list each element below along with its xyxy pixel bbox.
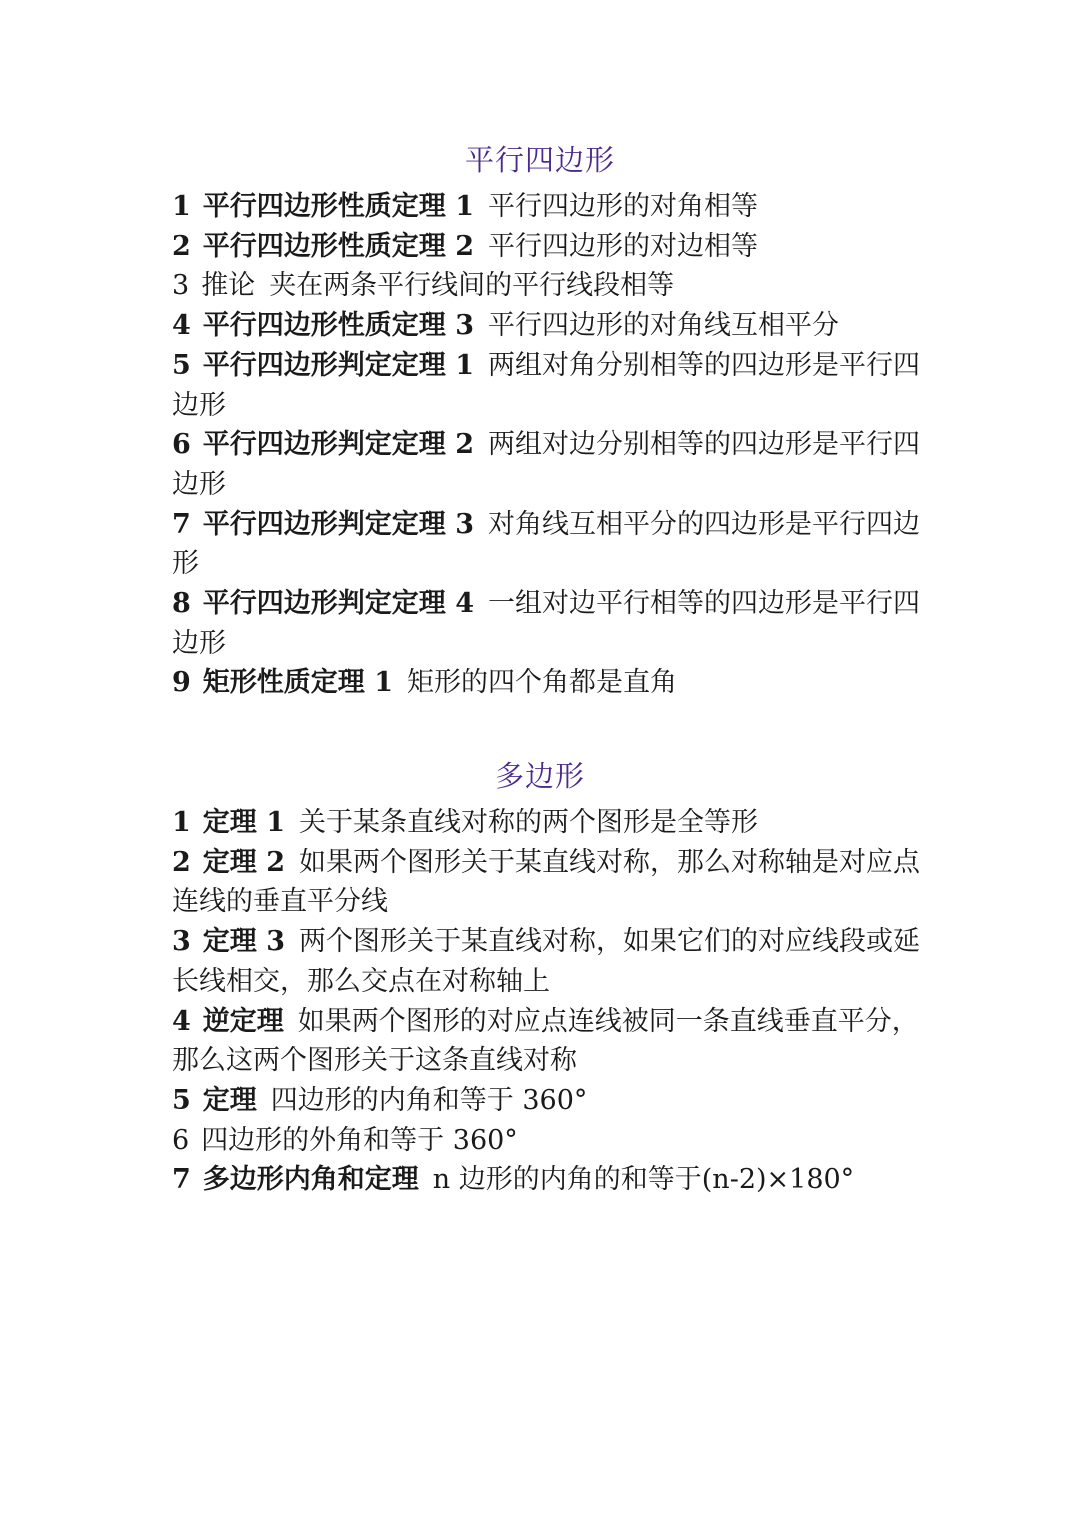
item-number: 6 [172, 429, 191, 461]
item-label: 平行四边形性质定理 3 [202, 310, 474, 342]
item-text: 夹在两条平行线间的平行线段相等 [269, 270, 675, 302]
item-text: 四边形的内角和等于 360° [270, 1084, 588, 1116]
item-label: 平行四边形性质定理 2 [202, 230, 474, 262]
item-label: 推论 [201, 270, 256, 302]
item-text: n 边形的内角的和等于(n-2)×180° [432, 1164, 855, 1196]
item-number: 2 [172, 230, 191, 262]
item-text: 四边形的外角和等于 360° [201, 1124, 518, 1156]
theorem-item [172, 346, 932, 425]
item-number: 1 [172, 191, 191, 222]
theorem-item [172, 922, 932, 1001]
theorem-item [172, 505, 932, 584]
section-title-parallelogram: 平行四边形 [464, 143, 615, 177]
section-title-polygon: 多边形 [494, 759, 585, 793]
item-number: 7 [172, 1164, 191, 1196]
theorem-item [172, 1081, 932, 1121]
theorem-item [172, 306, 932, 346]
item-number: 7 [172, 508, 191, 540]
item-text: 平行四边形的对角线互相平分 [487, 310, 839, 342]
item-text: 两组对边分别相等的四边形是平行四边形 [172, 429, 920, 500]
theorem-item [172, 663, 932, 703]
item-text: 两个图形关于某直线对称，如果它们的对应线段或延长线相交，那么交点在对称轴上 [172, 926, 920, 997]
item-label: 多边形内角和定理 [202, 1164, 419, 1196]
item-number: 3 [172, 270, 190, 302]
item-label: 平行四边形判定定理 2 [202, 429, 474, 461]
item-number: 5 [172, 1084, 191, 1116]
item-label: 定理 1 [202, 807, 285, 838]
theorem-item [172, 803, 932, 843]
item-number: 3 [172, 926, 191, 958]
theorem-item [172, 1121, 932, 1161]
theorem-list-parallelogram [172, 187, 932, 703]
item-text: 矩形的四个角都是直角 [406, 667, 677, 699]
item-text: 关于某条直线对称的两个图形是全等形 [298, 807, 758, 838]
item-number: 6 [172, 1124, 190, 1156]
item-label: 平行四边形判定定理 1 [202, 349, 474, 381]
item-text: 一组对边平行相等的四边形是平行四边形 [172, 588, 920, 659]
item-text: 平行四边形的对角相等 [487, 191, 758, 222]
item-number: 9 [172, 667, 191, 699]
item-text: 平行四边形的对边相等 [487, 230, 758, 262]
theorem-item [172, 227, 932, 267]
item-number: 5 [172, 349, 191, 381]
item-label: 平行四边形判定定理 3 [202, 508, 474, 540]
item-text: 对角线互相平分的四边形是平行四边形 [172, 508, 920, 580]
theorem-item [172, 425, 932, 504]
item-number: 1 [172, 807, 191, 838]
item-text: 两组对角分别相等的四边形是平行四边形 [172, 349, 920, 421]
item-text: 如果两个图形的对应点连线被同一条直线垂直平分，那么这两个图形关于这条直线对称 [172, 1005, 919, 1077]
item-number: 2 [172, 846, 191, 878]
item-label: 平行四边形性质定理 1 [202, 191, 474, 222]
item-text: 如果两个图形关于某直线对称，那么对称轴是对应点连线的垂直平分线 [172, 846, 920, 918]
item-number: 8 [172, 588, 191, 620]
item-label: 定理 3 [202, 926, 285, 958]
theorem-item [172, 266, 932, 306]
item-number: 4 [172, 1005, 191, 1037]
theorem-item [172, 1002, 932, 1081]
item-label: 矩形性质定理 1 [202, 667, 393, 699]
item-label: 定理 [202, 1084, 257, 1116]
item-label: 定理 2 [202, 846, 285, 878]
item-label: 平行四边形判定定理 4 [202, 588, 474, 620]
theorem-list-polygon [172, 803, 932, 1200]
theorem-item [172, 187, 932, 227]
theorem-item [172, 843, 932, 922]
item-label: 逆定理 [202, 1005, 284, 1037]
item-number: 4 [172, 310, 191, 342]
theorem-item [172, 584, 932, 663]
theorem-item [172, 1160, 932, 1200]
